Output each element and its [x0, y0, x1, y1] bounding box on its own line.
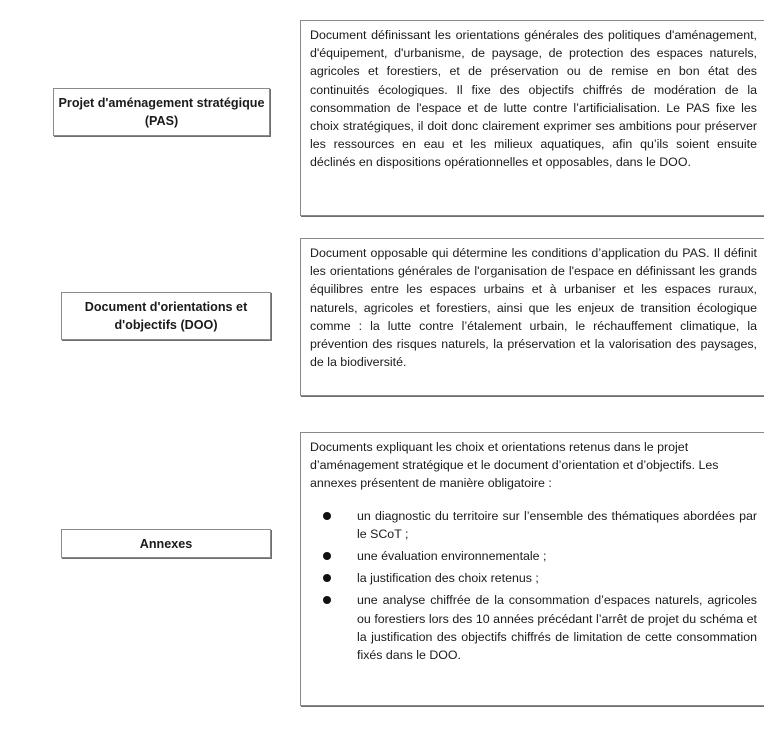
annexes-description-box	[300, 432, 764, 706]
doo-label: Document d'orientations et d'objectifs (DOO)	[84, 300, 248, 332]
list-item	[310, 507, 757, 543]
bullet-icon	[323, 552, 331, 560]
bullet-icon	[323, 512, 331, 520]
bullet-icon	[323, 574, 331, 582]
list-item-text: une analyse chiffrée de la consommation d’espaces naturels, agricoles ou forestiers lors des 10 années précédant l’arrêt de projet du schéma et la justification des objectifs chiffrés de limitation de cette consommation fixés dans le DOO.	[357, 593, 757, 663]
list-item	[310, 569, 757, 587]
list-item-text: la justification des choix retenus ;	[357, 571, 539, 586]
annexes-label: Annexes	[139, 536, 193, 551]
pas-description-box	[300, 20, 764, 216]
list-item-text: un diagnostic du territoire sur l’ensemble des thématiques abordées par le SCoT ;	[357, 508, 757, 541]
annexes-intro: Documents expliquant les choix et orientations retenus dans le projet d’aménagement stratégique et le document d’orientation et d’objectifs. Les annexes présentent de manière obligatoire :	[310, 440, 719, 491]
list-item	[310, 591, 757, 664]
annexes-bullet-list	[310, 507, 757, 665]
bullet-icon	[323, 596, 331, 604]
annexes-label-box	[61, 529, 271, 558]
doo-label-box	[61, 292, 271, 340]
list-item	[310, 547, 757, 565]
pas-description: Document définissant les orientations générales des politiques d'aménagement, d'équipement, d'urbanisme, de paysage, de protection des espaces naturels, agricoles et forestiers, et de préservation ou de remise en bon état des continuités écologiques. Il fixe des objectifs chiffrés de modération de la consommation de l'espace et de lutte contre l’artificialisation. Le PAS fixe les choix stratégiques, il doit donc clairement exprimer ses ambitions pour préserver les ressources en eau et les milieux aquatiques, afin qu’ils soient ensuite déclinés en dispositions opérationnelles et opposables, dans le DOO.	[310, 28, 757, 170]
doo-description-box	[300, 238, 764, 396]
pas-label-box	[53, 88, 270, 136]
list-item-text: une évaluation environnementale ;	[357, 549, 547, 564]
doo-description: Document opposable qui détermine les conditions d’application du PAS. Il définit les orientations générales de l'organisation de l'espace en définissant les grands équilibres entre les espaces urbains et à urbaniser et les espaces ruraux, naturels, agricoles et forestiers, ainsi que les enjeux de transition écologique comme : la lutte contre l’étalement urbain, le réchauffement climatique, la prévention des risques naturels, la préservation et la valorisation des paysages, de la biodiversité.	[310, 246, 757, 370]
pas-label: Projet d'aménagement stratégique (PAS)	[58, 96, 265, 128]
